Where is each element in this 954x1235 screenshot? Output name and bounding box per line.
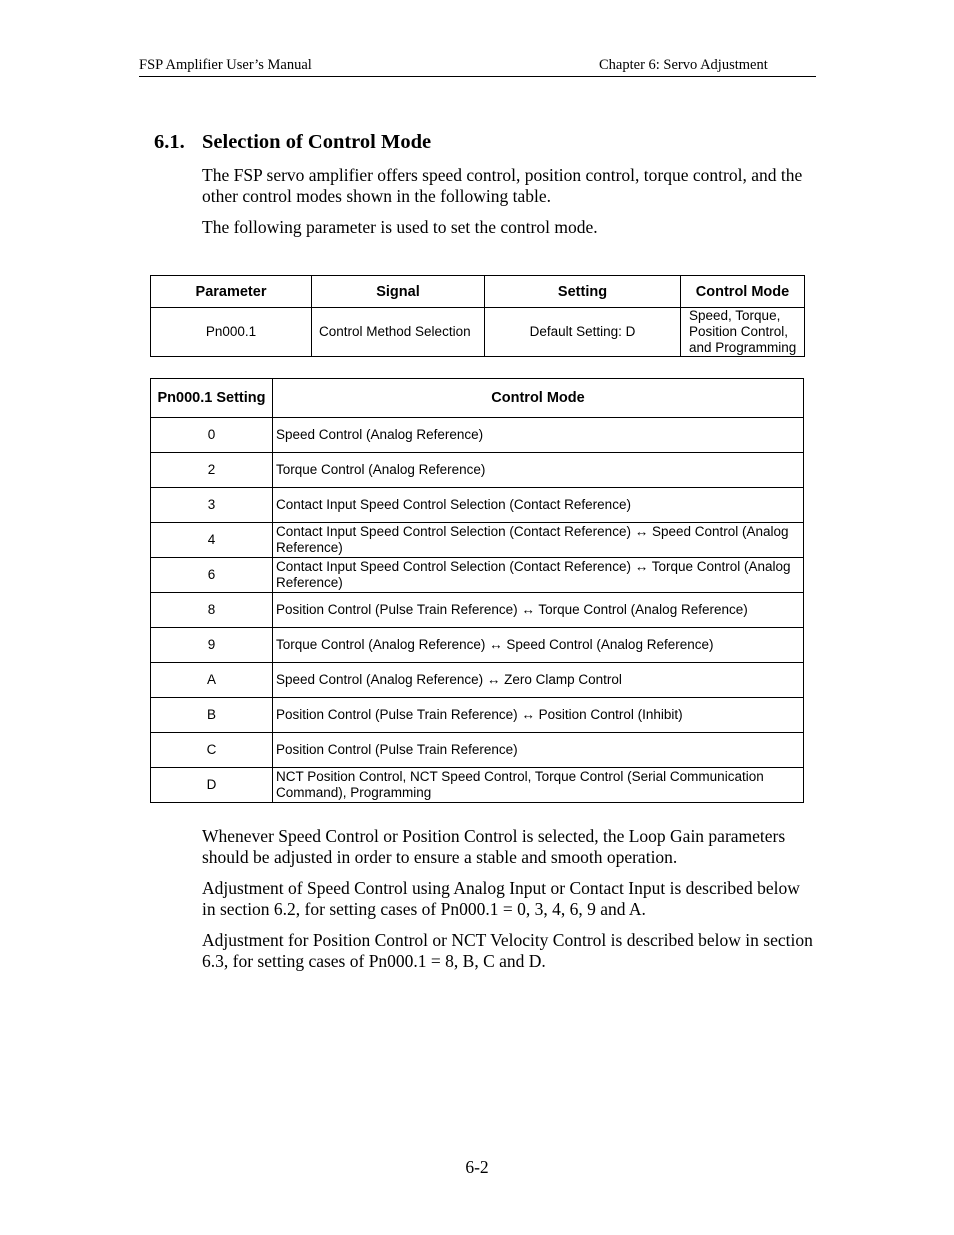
cell-mode: Contact Input Speed Control Selection (Contact Reference) ↔ Torque Control (Analog Reference): [273, 558, 804, 593]
table-row: [151, 768, 804, 803]
cell-setting-value: B: [151, 698, 273, 733]
section-heading: [154, 131, 431, 154]
table-row: [151, 488, 804, 523]
cell-setting-value: A: [151, 663, 273, 698]
table-row: [151, 453, 804, 488]
header-manual-title: FSP Amplifier User’s Manual: [139, 57, 312, 73]
cell-setting-value: 0: [151, 418, 273, 453]
cell-mode: Speed Control (Analog Reference): [273, 418, 804, 453]
parameter-table: [150, 275, 805, 357]
cell-signal: Control Method Selection: [312, 308, 485, 357]
body-paragraph-1: Whenever Speed Control or Position Control is selected, the Loop Gain parameters should be adjusted in order to ensure a stable and smooth operation.: [202, 826, 786, 867]
control-mode-table-header-row: [151, 379, 804, 418]
table-row: [151, 663, 804, 698]
table-row: [151, 698, 804, 733]
cell-mode: Torque Control (Analog Reference) ↔ Speed Control (Analog Reference): [273, 628, 804, 663]
cell-mode: Contact Input Speed Control Selection (Contact Reference) ↔ Speed Control (Analog Reference): [273, 523, 804, 558]
page-header: [139, 56, 816, 77]
cell-setting-value: D: [151, 768, 273, 803]
table-row: [151, 733, 804, 768]
cell-setting-value: 6: [151, 558, 273, 593]
intro-paragraph-1: The FSP servo amplifier offers speed control, position control, torque control, and the other control modes shown in the following table.: [202, 165, 803, 206]
header-chapter-title: Chapter 6: Servo Adjustment: [599, 57, 768, 73]
cell-mode: Position Control (Pulse Train Reference): [273, 733, 804, 768]
cell-mode: Torque Control (Analog Reference): [273, 453, 804, 488]
parameter-table-row: [151, 308, 805, 357]
table-row: [151, 418, 804, 453]
cell-mode: Position Control (Pulse Train Reference) ↔ Position Control (Inhibit): [273, 698, 804, 733]
header-setting-value: Pn000.1 Setting: [151, 379, 273, 418]
cell-setting-value: 9: [151, 628, 273, 663]
section-title: Selection of Control Mode: [202, 131, 432, 153]
cell-mode: NCT Position Control, NCT Speed Control, Torque Control (Serial Communication Command), Programming: [273, 768, 804, 803]
table-row: [151, 523, 804, 558]
cell-setting-value: 4: [151, 523, 273, 558]
header-mode: Control Mode: [273, 379, 804, 418]
cell-mode: Position Control (Pulse Train Reference) ↔ Torque Control (Analog Reference): [273, 593, 804, 628]
intro-paragraph-2: The following parameter is used to set the control mode.: [202, 217, 598, 237]
control-mode-table-body: [151, 418, 804, 803]
parameter-table-header-row: [151, 276, 805, 308]
cell-mode: Speed Control (Analog Reference) ↔ Zero Clamp Control: [273, 663, 804, 698]
header-setting: Setting: [485, 276, 681, 308]
cell-mode: Contact Input Speed Control Selection (Contact Reference): [273, 488, 804, 523]
cell-control-mode: Speed, Torque, Position Control, and Programming: [681, 308, 805, 357]
page-number: 6-2: [465, 1157, 489, 1177]
table-row: [151, 628, 804, 663]
body-paragraph-2: Adjustment of Speed Control using Analog Input or Contact Input is described below in section 6.2, for setting cases of Pn000.1 = 0, 3, 4, 6, 9 and A.: [202, 878, 800, 919]
control-mode-table: [150, 378, 804, 803]
cell-setting-value: C: [151, 733, 273, 768]
header-control-mode: Control Mode: [681, 276, 805, 308]
cell-parameter: Pn000.1: [151, 308, 312, 357]
section-number: 6.1.: [154, 131, 185, 153]
cell-setting-value: 2: [151, 453, 273, 488]
header-signal: Signal: [312, 276, 485, 308]
body-paragraph-3: Adjustment for Position Control or NCT Velocity Control is described below in section 6.3, for setting cases of Pn000.1 = 8, B, C and D.: [202, 930, 813, 971]
cell-setting-value: 3: [151, 488, 273, 523]
cell-setting: Default Setting: D: [485, 308, 681, 357]
table-row: [151, 558, 804, 593]
header-parameter: Parameter: [151, 276, 312, 308]
cell-setting-value: 8: [151, 593, 273, 628]
table-row: [151, 593, 804, 628]
